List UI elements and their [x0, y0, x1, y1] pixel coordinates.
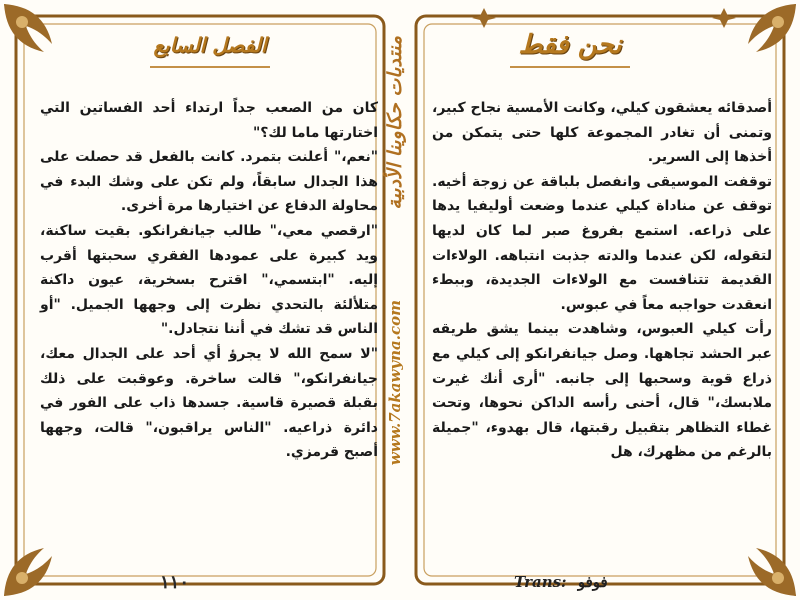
paragraph: توقفت الموسيقى وانفصل بلباقة عن زوجة أخيه. توقف عن مناداة كيلي عندما وضعت أوليفيا يدها على ذراعه. استمع بفروغ صبر لما كان لديها لتقوله، لكن عندما والدته جذبت انتباهه. الولاءات القديمة تتنافست مع الولاءات الجديدة، وببطء انعقدت حواجبه معاً في عبوس.	[432, 173, 772, 313]
paragraph: رأت كيلي العبوس، وشاهدت بينما يشق طريقه عبر الحشد تجاهها. وصل جيانفرانكو إلى كيلي مع ذراع قوية وسحبها إلى جانبه. "أرى أنك غيرت ملابسك،" قال، أحنى رأسه الداكن نحوها، وتحت غطاء التظاهر بتقبيل رقبتها، قال بهدوء، "جميلة بالرغم من مظهرك، هل	[432, 321, 772, 461]
chapter-title-underline	[150, 66, 270, 68]
paragraph: كان من الصعب جداً ارتداء أحد الفساتين التي اختارتها ماما لك؟"	[40, 100, 378, 141]
ornament-corner-icon	[4, 4, 52, 52]
chapter-title: الفصل السابع	[153, 33, 267, 57]
ornament-corner-icon	[748, 4, 796, 52]
translator-credit	[514, 573, 608, 591]
paragraph: "ارقصي معي،" طالب جيانفرانكو. بقيت ساكنة، ويد كبيرة على عمودها الفقري سحبتها أقرب إليه. "ابتسمي،" اقترح بسخرية، عيون داكنة متلألئة بالتحدي نظرت إلى وجهها الجميل. "أو الناس قد تشك في أننا نتجادل."	[40, 222, 378, 338]
right-page-body	[432, 96, 772, 556]
translator-name: فوفو	[577, 573, 608, 591]
trans-label: Trans:	[514, 573, 567, 591]
book-title-underline	[510, 66, 630, 68]
paragraph: "لا سمح الله لا يجرؤ أي أحد على الجدال معك، جيانفرانكو،" قالت ساخرة. وعوقبت على ذلك بقبلة قصيرة قاسية. جسدها ذاب على الفور في دائرة ذراعيه. "الناس يراقبون،" قالت، وجهها أصبح قرمزي.	[40, 345, 378, 461]
page-number: ١١٠	[160, 572, 190, 593]
left-page-body	[40, 96, 378, 556]
website-link[interactable]: www.7akawyna.com	[386, 300, 404, 466]
paragraph: "نعم،" أعلنت بتمرد. كانت بالفعل قد حصلت على هذا الجدال سابقاً، ولم تكن على وشك البدء في محاولة الدفاع عن اختيارها مرة أخرى.	[40, 149, 378, 215]
forum-name: منتديات حكاوينا الأدبية	[384, 36, 406, 210]
book-title: نحن فقط	[518, 30, 622, 60]
paragraph: أصدقائه يعشقون كيلي، وكانت الأمسية نجاح كبير، وتمنى أن تغادر المجموعة كلها حتى يتمكن من أخذها إلى السرير.	[432, 100, 772, 166]
